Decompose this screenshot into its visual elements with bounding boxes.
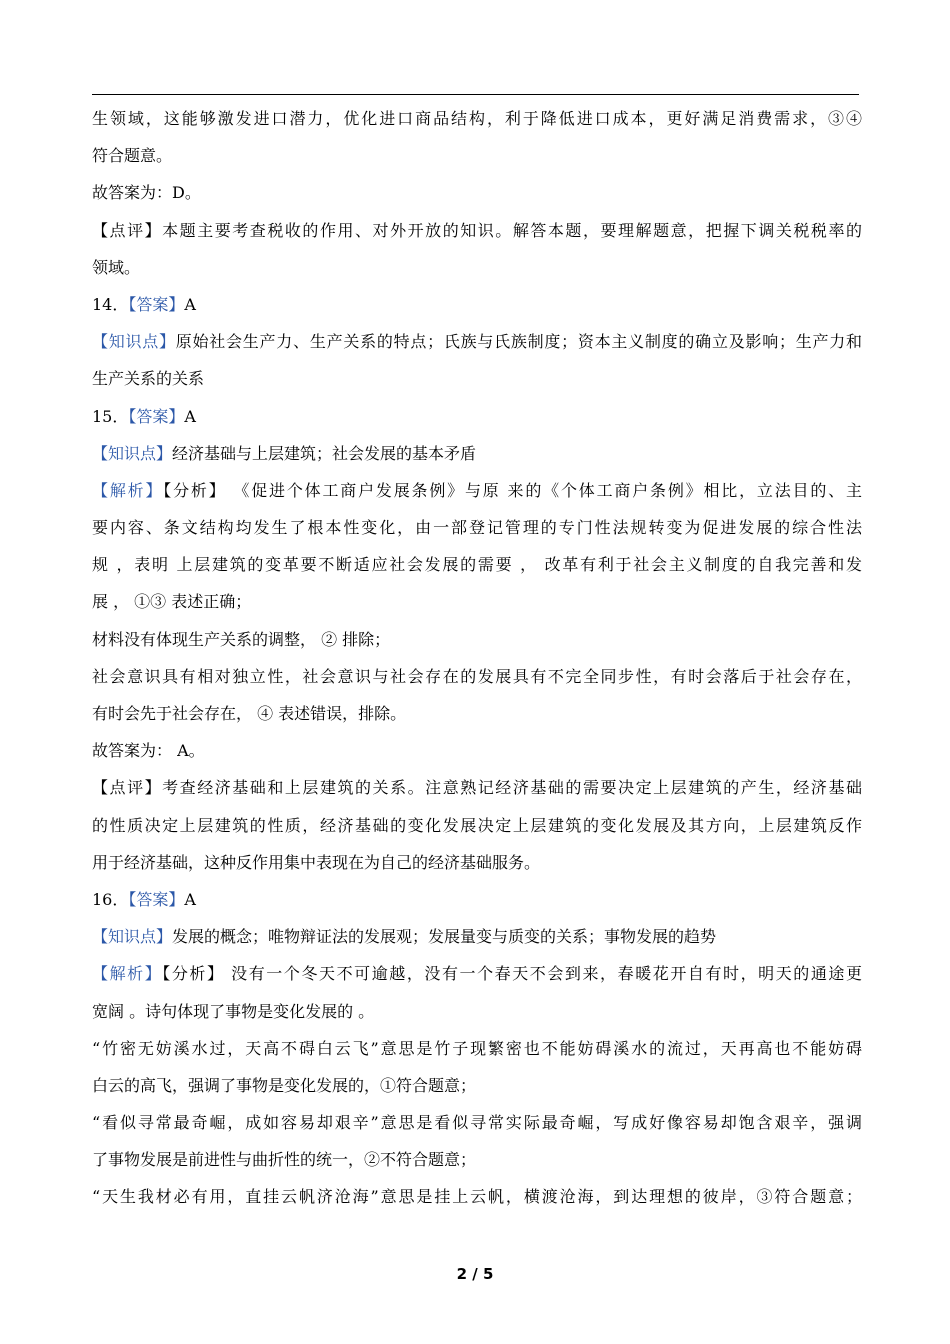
line-text: 白云的高飞，强调了事物是变化发展的，①符合题意； [92,1075,477,1095]
text-line [92,212,862,249]
text-line [92,1030,862,1067]
line-text: 故答案为：D。 [92,183,201,203]
page-number: 2 / 5 [456,1265,494,1283]
text-line [92,658,862,695]
highlighted-label: 【知识点】 [92,443,173,463]
text-line [92,546,862,583]
document-body [92,100,862,1216]
text-line [92,1104,862,1141]
text-line [92,249,862,286]
text-line [92,583,862,620]
text-line [92,435,862,472]
text-line [92,100,862,137]
text-line [92,137,862,174]
line-text: 故答案为： A。 [92,741,205,761]
line-text: 了事物发展是前进性与曲折性的统一，②不符合题意； [92,1150,477,1170]
text-line [92,472,862,509]
line-text: 14． [92,294,129,314]
text-line [92,769,862,806]
text-line [92,509,862,546]
highlighted-label: 【知识点】 [92,332,176,352]
highlighted-label: 【知识点】 [92,927,173,947]
line-text: 社会意识具有相对独立性，社会意识与社会存在的发展具有不完全同步性，有时会落后于社会存在， [92,666,862,686]
line-text: A [184,294,196,314]
text-line [92,323,862,360]
highlighted-label: 【解析】 [92,964,163,984]
text-line [92,398,862,435]
line-text: “竹密无妨溪水过，天高不碍白云飞”意思是竹子现繁密也不能妨碍溪水的流过，天再高也不能妨碍 [92,1038,862,1058]
line-text: 【分析】 《促进个体工商户发展条例》与原 来的《个体工商户条例》相比，立法目的、主 [163,480,862,500]
highlighted-label: 【答案】 [128,294,185,314]
highlighted-label: 【答案】 [128,406,185,426]
text-line [92,174,862,211]
header-rule [92,94,859,95]
text-line [92,844,862,881]
line-text: 的性质决定上层建筑的性质，经济基础的变化发展决定上层建筑的变化发展及其方向，上层建筑反作 [92,815,862,835]
text-line [92,360,862,397]
highlighted-label: 【解析】 [92,480,164,500]
line-text: 有时会先于社会存在， ④ 表述错误，排除。 [92,704,407,723]
line-text: “天生我材必有用，直挂云帆济沧海”意思是挂上云帆，横渡沧海，到达理想的彼岸，③符合题意； [92,1187,862,1207]
line-text: 展 ， ①③ 表述正确； [92,592,252,612]
line-text: A [184,889,196,909]
line-text: 【点评】考查经济基础和上层建筑的关系。注意熟记经济基础的需要决定上层建筑的产生，经济基础 [92,778,862,798]
line-text: 原始社会生产力、生产关系的特点；氏族与氏族制度；资本主义制度的确立及影响；生产力和 [175,332,862,352]
line-text: 经济基础与上层建筑；社会发展的基本矛盾 [172,443,477,463]
line-text: 规 ，表明 上层建筑的变革要不断适应社会发展的需要 ， 改革有利于社会主义制度的自我完善和发 [92,555,862,575]
line-text: 用于经济基础，这种反作用集中表现在为自己的经济基础服务。 [92,852,541,872]
line-text: 16． [92,889,129,909]
line-text: 生领域，这能够激发进口潜力，优化进口商品结构，利于降低进口成本，更好满足消费需求，③④ [92,109,862,128]
line-text: 生产关系的关系 [92,369,205,389]
text-line [92,918,862,955]
text-line [92,881,862,918]
text-line [92,621,862,658]
line-text: “看似寻常最奇崛，成如容易却艰辛”意思是看似寻常实际最奇崛，写成好像容易却饱含艰辛，强调 [92,1113,862,1133]
line-text: 15． [92,406,129,426]
line-text: 发展的概念；唯物辩证法的发展观；发展量变与质变的关系；事物发展的趋势 [172,927,717,947]
text-line [92,1178,862,1215]
line-text: 宽阔 。诗句体现了事物是变化发展的 。 [92,1001,375,1021]
line-text: 符合题意。 [92,146,173,166]
highlighted-label: 【答案】 [128,889,185,909]
line-text: A [184,406,196,426]
text-line [92,695,862,732]
text-line [92,1141,862,1178]
line-text: 【点评】本题主要考查税收的作用、对外开放的知识。解答本题，要理解题意，把握下调关税税率的 [92,220,862,240]
text-line [92,807,862,844]
text-line [92,732,862,769]
text-line [92,1067,862,1104]
text-line [92,955,862,992]
text-line [92,286,862,323]
line-text: 材料没有体现生产关系的调整， ② 排除； [92,629,391,649]
line-text: 要内容、条文结构均发生了根本性变化，由一部登记管理的专门性法规转变为促进发展的综合性法 [92,518,862,538]
line-text: 领域。 [92,257,141,277]
text-line [92,993,862,1030]
line-text: 【分析】 没有一个冬天不可逾越，没有一个春天不会到来，春暖花开自有时，明天的通途更 [162,964,862,984]
